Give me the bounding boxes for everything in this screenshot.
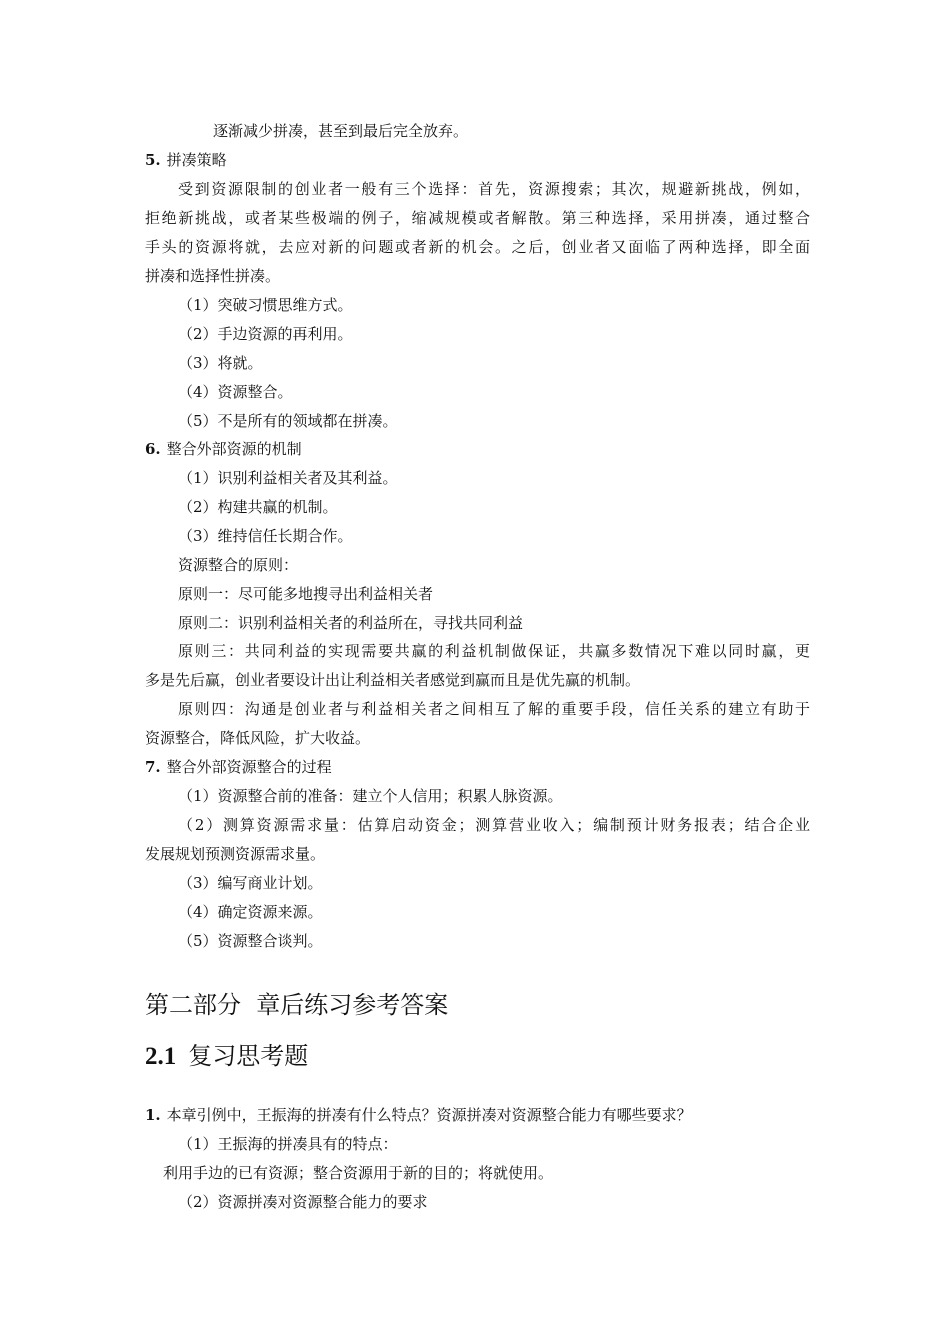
principle-line: 原则一：尽可能多地搜寻出利益相关者 — [178, 585, 434, 603]
paragraph-line: 发展规划预测资源需求量。 — [145, 845, 326, 863]
section-number: 6. — [145, 440, 161, 458]
paragraph-line: 拼凑和选择性拼凑。 — [145, 267, 281, 285]
list-item: （4）确定资源来源。 — [178, 903, 323, 921]
question-text: 本章引例中，王振海的拼凑有什么特点？资源拼凑对资源整合能力有哪些要求？ — [166, 1106, 692, 1124]
list-item: （1）王振海的拼凑具有的特点： — [178, 1135, 398, 1153]
list-item: （4）资源整合。 — [178, 383, 293, 401]
paragraph-line: 资源整合，降低风险，扩大收益。 — [145, 729, 371, 747]
principle-line: 原则四：沟通是创业者与利益相关者之间相互了解的重要手段，信任关系的建立有助于 — [178, 700, 810, 718]
paragraph-line: 手头的资源将就，去应对新的问题或者新的机会。之后，创业者又面临了两种选择，即全面 — [145, 238, 810, 256]
section-title: 拼凑策略 — [166, 151, 227, 169]
subsection-title: 复习思考题 — [188, 1042, 309, 1070]
list-item: （1）突破习惯思维方式。 — [178, 296, 353, 314]
section-heading-6 — [145, 439, 810, 459]
principle-line: 原则二：识别利益相关者的利益所在，寻找共同利益 — [178, 614, 524, 632]
list-item: （2）手边资源的再利用。 — [178, 325, 353, 343]
question-1 — [145, 1105, 810, 1125]
list-item: （1）识别利益相关者及其利益。 — [178, 469, 398, 487]
section-number: 7. — [145, 758, 161, 776]
list-item: （3）维持信任长期合作。 — [178, 527, 353, 545]
paragraph-line: 资源整合的原则： — [178, 556, 299, 574]
paragraph-line: 逐渐减少拼凑，甚至到最后完全放弃。 — [213, 122, 469, 140]
list-item: （3）编写商业计划。 — [178, 874, 323, 892]
subsection-heading — [145, 1041, 810, 1072]
section-number: 5. — [145, 151, 161, 169]
part-heading: 第二部分 章后练习参考答案 — [145, 991, 449, 1019]
subsection-number: 2.1 — [145, 1043, 177, 1070]
list-item: （2）资源拼凑对资源整合能力的要求 — [178, 1193, 428, 1211]
list-item: （5）不是所有的领域都在拼凑。 — [178, 412, 398, 430]
section-heading-7 — [145, 757, 810, 777]
section-title: 整合外部资源的机制 — [166, 440, 302, 458]
paragraph-line: 受到资源限制的创业者一般有三个选择：首先，资源搜索；其次，规避新挑战，例如， — [178, 180, 810, 198]
section-title: 整合外部资源整合的过程 — [166, 758, 332, 776]
list-item: （2）测算资源需求量：估算启动资金；测算营业收入；编制预计财务报表；结合企业 — [178, 816, 810, 834]
paragraph-line: 多是先后赢，创业者要设计出让利益相关者感觉到赢而且是优先赢的机制。 — [145, 671, 641, 689]
question-number: 1. — [145, 1106, 161, 1124]
paragraph-line: 利用手边的已有资源；整合资源用于新的目的；将就使用。 — [163, 1164, 554, 1182]
list-item: （5）资源整合谈判。 — [178, 932, 323, 950]
list-item: （3）将就。 — [178, 354, 263, 372]
list-item: （1）资源整合前的准备：建立个人信用；积累人脉资源。 — [178, 787, 563, 805]
principle-line: 原则三：共同利益的实现需要共赢的利益机制做保证，共赢多数情况下难以同时赢，更 — [178, 642, 810, 660]
paragraph-line: 拒绝新挑战，或者某些极端的例子，缩减规模或者解散。第三种选择，采用拼凑，通过整合 — [145, 209, 810, 227]
section-heading-5 — [145, 150, 810, 170]
list-item: （2）构建共赢的机制。 — [178, 498, 338, 516]
